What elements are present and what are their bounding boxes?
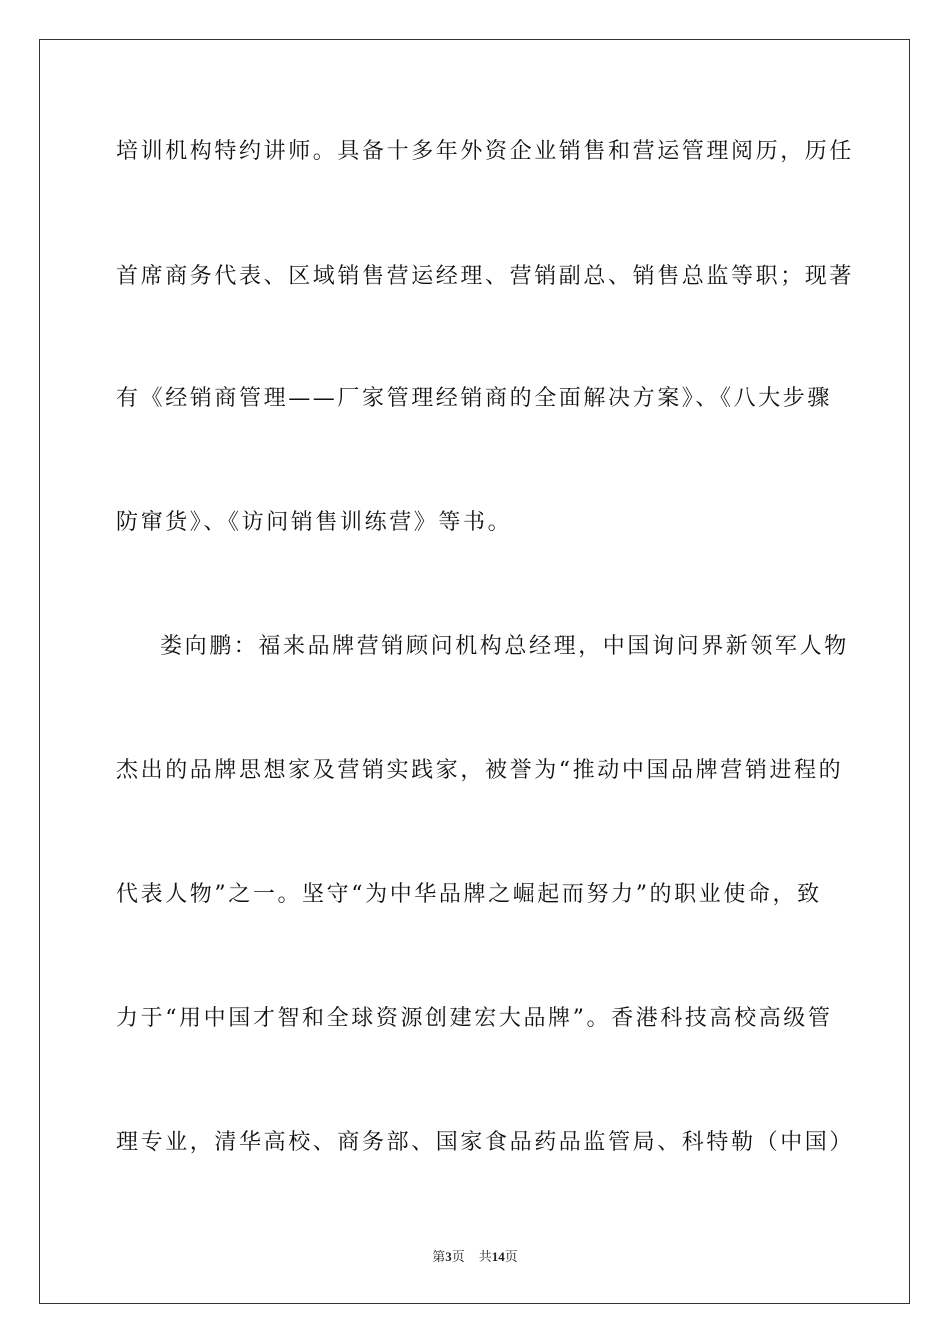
text-line-6: 杰出的品牌思想家及营销实践家，被誉为“推动中国品牌营销进程的 <box>116 758 844 783</box>
text-line-4: 防窜货》、《访问销售训练营》等书。 <box>116 510 513 535</box>
footer-page-suffix: 页 <box>451 1249 465 1264</box>
page-border <box>39 39 910 1304</box>
text-line-1: 培训机构特约讲师。具备十多年外资企业销售和营运管理阅历，历任 <box>116 139 855 164</box>
footer-total-prefix: 共 <box>478 1249 492 1264</box>
footer-page-prefix: 第 <box>432 1249 446 1264</box>
footer-total-suffix: 页 <box>504 1249 518 1264</box>
text-line-5: 娄向鹏：福来品牌营销顾问机构总经理，中国询问界新领军人物 <box>160 634 849 659</box>
text-line-9: 理专业，清华高校、商务部、国家食品药品监管局、科特勒（中国） <box>116 1130 855 1155</box>
text-line-2: 首席商务代表、区域销售营运经理、营销副总、销售总监等职；现著 <box>116 264 855 289</box>
footer-page-number: 3 <box>445 1249 452 1264</box>
page-footer <box>0 1248 950 1266</box>
text-line-8: 力于“用中国才智和全球资源创建宏大品牌”。香港科技高校高级管 <box>116 1006 833 1031</box>
text-line-3: 有《经销商管理——厂家管理经销商的全面解决方案》、《八大步骤 <box>116 386 833 411</box>
text-line-7: 代表人物”之一。坚守“为中华品牌之崛起而努力”的职业使命，致 <box>116 882 822 907</box>
footer-total-pages: 14 <box>491 1249 505 1264</box>
